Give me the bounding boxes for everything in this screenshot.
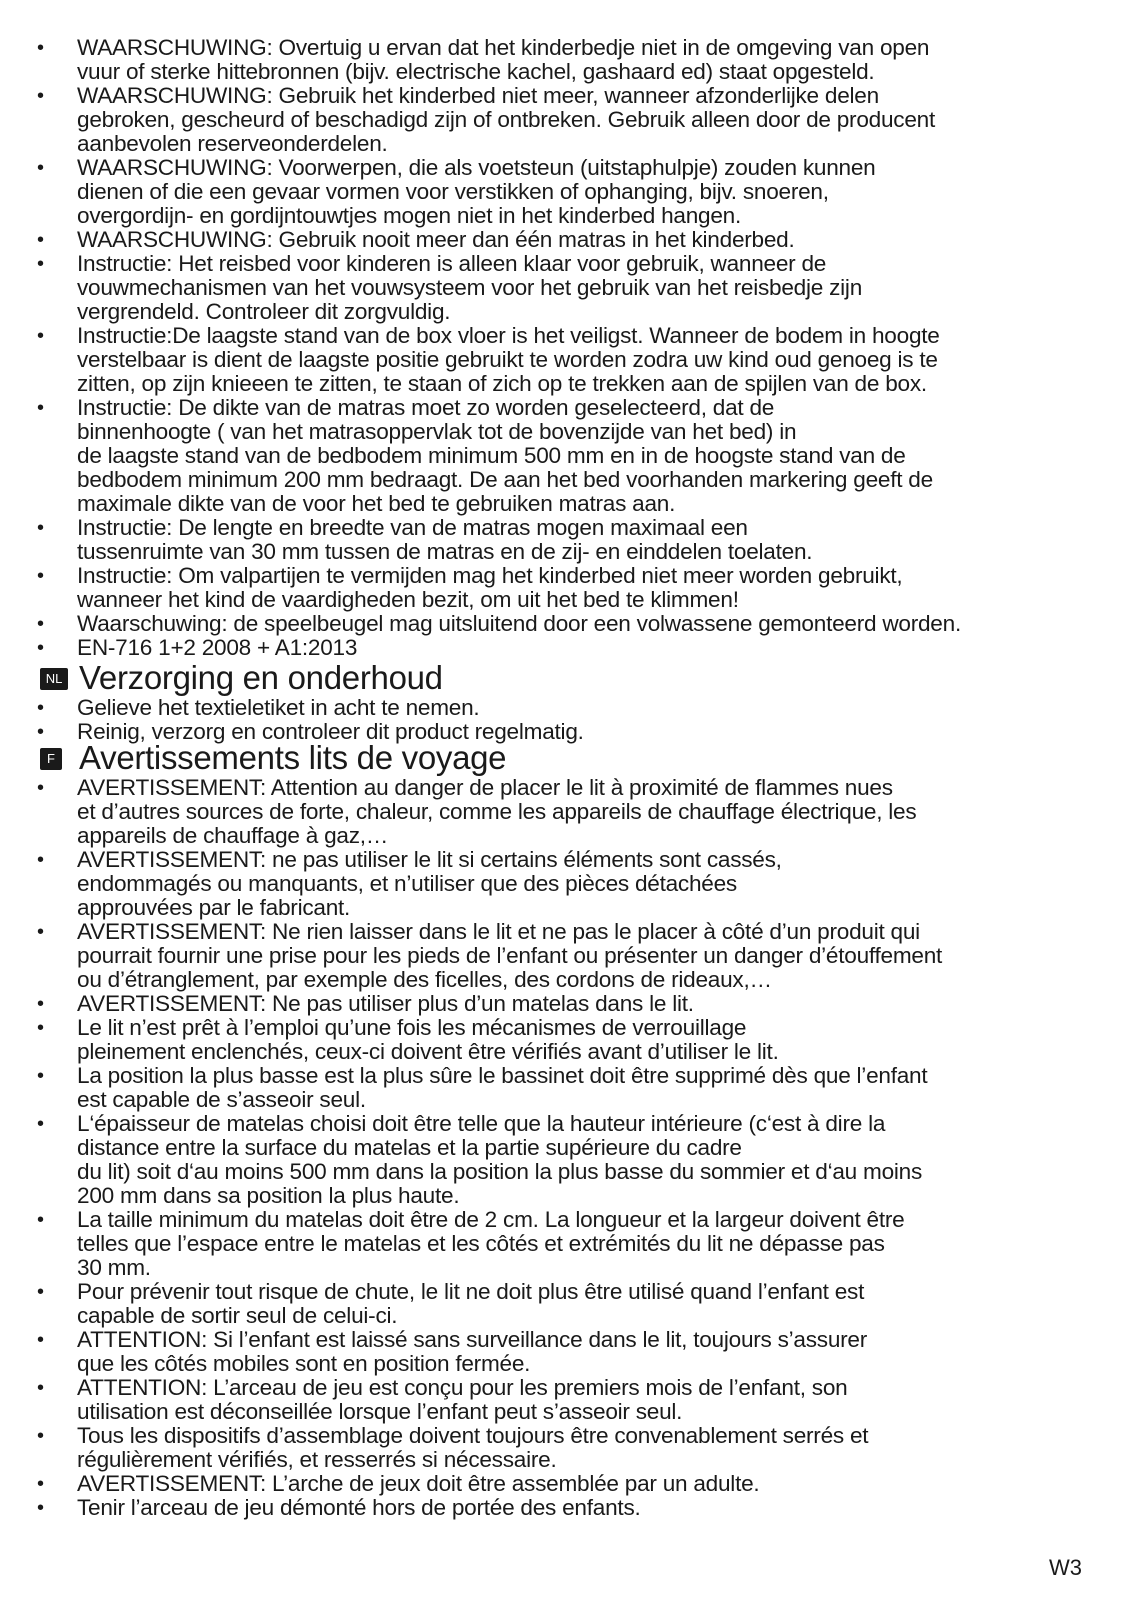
list-item [0, 84, 1128, 156]
bullet-marker: • [37, 1329, 44, 1351]
list-item [0, 1280, 1128, 1328]
bullet-marker: • [37, 849, 44, 871]
list-item-text: WAARSCHUWING: Gebruik het kinderbed niet meer, wanneer afzonderlijke delen gebroken, gescheurd of beschadigd zijn of ontbreken. Gebruik alleen door de producent aanbevolen reserveonderdelen. [77, 83, 935, 156]
list-item [0, 252, 1128, 324]
list-item-text: Reinig, verzorg en controleer dit product regelmatig. [77, 719, 584, 744]
bullet-marker: • [37, 325, 44, 347]
list-item-text: Gelieve het textieletiket in acht te nemen. [77, 695, 480, 720]
list-item-text: L‘épaisseur de matelas choisi doit être telle que la hauteur intérieure (c‘est à dire la distance entre la surface du matelas et la partie supérieure du cadre du lit) soit d‘au moins 500 mm dans la position la plus basse du sommier et d‘au moins 200 mm dans sa position la plus haute. [77, 1111, 923, 1208]
bullet-marker: • [37, 1377, 44, 1399]
bullet-marker: • [37, 777, 44, 799]
list-item [0, 848, 1128, 920]
page-number: W3 [1049, 1555, 1082, 1580]
bullet-marker: • [37, 993, 44, 1015]
fr-warnings-list [0, 776, 1128, 1520]
nl-warnings-section [0, 36, 1128, 660]
list-item-text: WAARSCHUWING: Gebruik nooit meer dan één matras in het kinderbed. [77, 227, 795, 252]
bullet-marker: • [37, 1209, 44, 1231]
list-item [0, 1376, 1128, 1424]
list-item-text: Instructie: Om valpartijen te vermijden mag het kinderbed niet meer worden gebruikt, wanneer het kind de vaardigheden bezit, om uit het bed te klimmen! [77, 563, 903, 612]
list-item-text: Tenir l’arceau de jeu démonté hors de portée des enfants. [77, 1495, 641, 1520]
nl-warnings-list [0, 36, 1128, 660]
list-item-text: ATTENTION: L’arceau de jeu est conçu pour les premiers mois de l’enfant, son utilisation est déconseillée lorsque l’enfant peut s’asseoir seul. [77, 1375, 848, 1424]
list-item-text: ATTENTION: Si l’enfant est laissé sans surveillance dans le lit, toujours s’assurer que les côtés mobiles sont en position fermée. [77, 1327, 868, 1376]
list-item [0, 992, 1128, 1016]
list-item-text: Instructie: De dikte van de matras moet zo worden geselecteerd, dat de binnenhoogte ( van het matrasoppervlak tot de bovenzijde van het bed) in de laagste stand van de bedbodem minimum 500 mm en in de hoogste stand van de bedbodem minimum 200 mm bedraagt. De aan het bed voorhanden markering geeft de maximale dikte van de voor het bed te gebruiken matras aan. [77, 395, 933, 516]
list-item [0, 1016, 1128, 1064]
bullet-marker: • [37, 157, 44, 179]
bullet-marker: • [37, 1473, 44, 1495]
list-item-text: AVERTISSEMENT: Ne rien laisser dans le lit et ne pas le placer à côté d’un produit qui pourrait fournir une prise pour les pieds de l’enfant ou présenter un danger d’étouffement ou d’étranglement, par exemple des ficelles, des cordons de rideaux,… [77, 919, 943, 992]
list-item [0, 396, 1128, 516]
language-badge-nl: NL [40, 668, 68, 690]
fr-warnings-section [0, 740, 1128, 1520]
list-item [0, 1424, 1128, 1472]
language-badge-fr: F [40, 748, 62, 770]
bullet-marker: • [37, 613, 44, 635]
bullet-marker: • [37, 229, 44, 251]
list-item-text: La taille minimum du matelas doit être de 2 cm. La longueur et la largeur doivent être telles que l’espace entre le matelas et les côtés et extrémités du lit ne dépasse pas 30 mm. [77, 1207, 905, 1280]
bullet-marker: • [37, 1497, 44, 1519]
nl-care-list [0, 696, 1128, 744]
bullet-marker: • [37, 85, 44, 107]
list-item-text: AVERTISSEMENT: Ne pas utiliser plus d’un matelas dans le lit. [77, 991, 694, 1016]
bullet-marker: • [37, 253, 44, 275]
bullet-marker: • [37, 1281, 44, 1303]
list-item-text: Instructie:De laagste stand van de box vloer is het veiligst. Wanneer de bodem in hoogte verstelbaar is dient de laagste positie gebruikt te worden zodra uw kind oud genoeg is te zitten, op zijn knieeen te zitten, te staan of zich op te trekken aan de spijlen van de box. [77, 323, 940, 396]
fr-warnings-heading [0, 740, 1128, 776]
bullet-marker: • [37, 1425, 44, 1447]
fr-warnings-title: Avertissements lits de voyage [79, 739, 507, 776]
list-item-text: AVERTISSEMENT: Attention au danger de placer le lit à proximité de flammes nues et d’autres sources de forte, chaleur, comme les appareils de chauffage électrique, les appareils de chauffage à gaz,… [77, 775, 917, 848]
list-item-text: Instructie: De lengte en breedte van de matras mogen maximaal een tussenruimte van 30 mm tussen de matras en de zij- en einddelen toelaten. [77, 515, 813, 564]
list-item [0, 516, 1128, 564]
list-item-text: WAARSCHUWING: Overtuig u ervan dat het kinderbedje niet in de omgeving van open vuur of sterke hittebronnen (bijv. electrische kachel, gashaard ed) staat opgesteld. [77, 35, 930, 84]
nl-care-heading [0, 660, 1128, 696]
nl-care-title: Verzorging en onderhoud [79, 659, 443, 696]
bullet-marker: • [37, 517, 44, 539]
list-item [0, 1496, 1128, 1520]
bullet-marker: • [37, 921, 44, 943]
list-item-text: Tous les dispositifs d’assemblage doivent toujours être convenablement serrés et régulièrement vérifiés, et resserrés si nécessaire. [77, 1423, 869, 1472]
bullet-marker: • [37, 565, 44, 587]
list-item [0, 776, 1128, 848]
list-item-text: WAARSCHUWING: Voorwerpen, die als voetsteun (uitstaphulpje) zouden kunnen dienen of die een gevaar vormen voor verstikken of ophanging, bijv. snoeren, overgordijn- en gordijntouwtjes mogen niet in het kinderbed hangen. [77, 155, 876, 228]
list-item-text: Waarschuwing: de speelbeugel mag uitsluitend door een volwassene gemonteerd worden. [77, 611, 961, 636]
list-item-text: Instructie: Het reisbed voor kinderen is alleen klaar voor gebruik, wanneer de vouwmechanismen van het vouwsysteem voor het gebruik van het reisbedje zijn vergrendeld. Controleer dit zorgvuldig. [77, 251, 863, 324]
bullet-marker: • [37, 1113, 44, 1135]
list-item [0, 156, 1128, 228]
list-item-text: EN-716 1+2 2008 + A1:2013 [77, 635, 358, 660]
list-item-text: Pour prévenir tout risque de chute, le lit ne doit plus être utilisé quand l’enfant est capable de sortir seul de celui-ci. [77, 1279, 865, 1328]
list-item-text: AVERTISSEMENT: L’arche de jeux doit être assemblée par un adulte. [77, 1471, 760, 1496]
list-item [0, 696, 1128, 720]
list-item [0, 920, 1128, 992]
bullet-marker: • [37, 37, 44, 59]
list-item-text: Le lit n’est prêt à l’emploi qu’une fois les mécanismes de verrouillage pleinement enclenchés, ceux-ci doivent être vérifiés avant d’utiliser le lit. [77, 1015, 779, 1064]
list-item [0, 228, 1128, 252]
list-item [0, 1112, 1128, 1208]
list-item [0, 1064, 1128, 1112]
bullet-marker: • [37, 1065, 44, 1087]
bullet-marker: • [37, 1017, 44, 1039]
list-item [0, 612, 1128, 636]
list-item [0, 36, 1128, 84]
list-item [0, 636, 1128, 660]
list-item [0, 1328, 1128, 1376]
list-item [0, 1208, 1128, 1280]
list-item-text: La position la plus basse est la plus sûre le bassinet doit être supprimé dès que l’enfant est capable de s’asseoir seul. [77, 1063, 928, 1112]
list-item [0, 1472, 1128, 1496]
bullet-marker: • [37, 397, 44, 419]
list-item-text: AVERTISSEMENT: ne pas utiliser le lit si certains éléments sont cassés, endommagés ou manquants, et n’utiliser que des pièces détachées approuvées par le fabricant. [77, 847, 782, 920]
bullet-marker: • [37, 637, 44, 659]
nl-care-section [0, 660, 1128, 744]
list-item [0, 564, 1128, 612]
bullet-marker: • [37, 697, 44, 719]
list-item [0, 324, 1128, 396]
bullet-marker: • [37, 721, 44, 743]
